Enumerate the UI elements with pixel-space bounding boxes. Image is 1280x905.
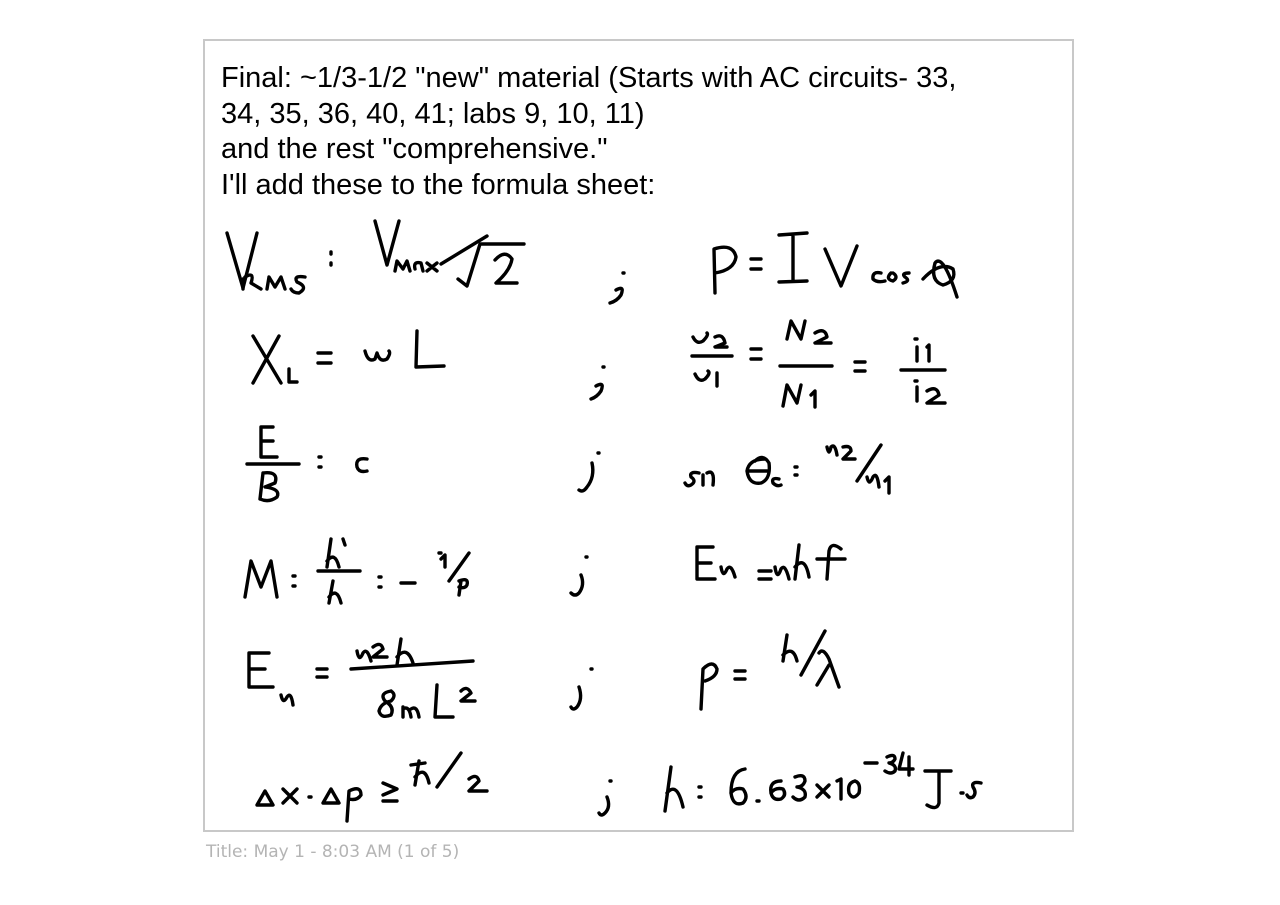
typed-line-3: and the rest "comprehensive." xyxy=(221,133,608,165)
formula-snell xyxy=(685,445,889,493)
formula-eb xyxy=(247,427,599,501)
formula-planck xyxy=(665,753,981,811)
formula-energy-quanta xyxy=(697,545,845,579)
note-page xyxy=(203,39,1074,832)
formula-particle-box xyxy=(249,639,592,717)
page-caption: Title: May 1 - 8:03 AM (1 of 5) xyxy=(206,842,460,862)
typed-line-4: I'll add these to the formula sheet: xyxy=(221,168,656,201)
formula-power xyxy=(714,233,957,297)
formula-transformer xyxy=(692,321,945,407)
handwritten-formulas xyxy=(205,41,1072,830)
formula-de-broglie xyxy=(701,631,839,709)
formula-magnification xyxy=(245,539,587,603)
typed-line-1: Final: ~1/3-1/2 "new" material (Starts with AC circuits- 33, xyxy=(221,62,957,94)
formula-vrms xyxy=(227,221,624,303)
formula-xl xyxy=(253,331,604,399)
formula-uncertainty xyxy=(257,753,611,821)
typed-line-2: 34, 35, 36, 40, 41; labs 9, 10, 11) xyxy=(221,97,645,130)
